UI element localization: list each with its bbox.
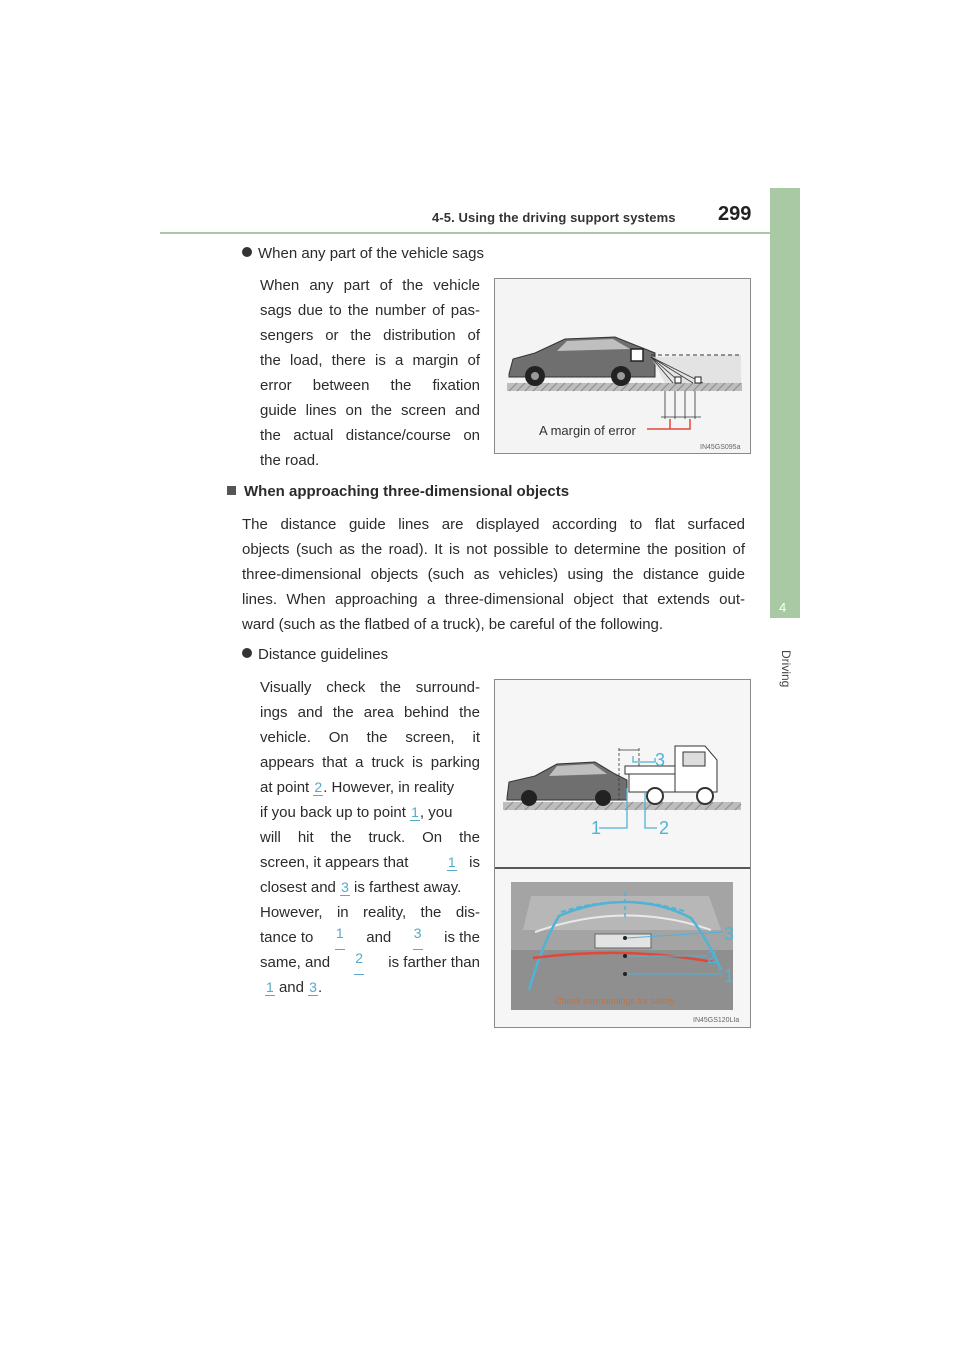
page-number: 299 — [718, 203, 752, 225]
point-1-ref: 1 — [411, 804, 419, 820]
point-2-ref: 2 — [354, 950, 364, 975]
screen-warning-text: Check surroundings for safety. — [555, 996, 677, 1006]
screen-callout-3: 3 — [724, 924, 735, 944]
point-3-ref: 3 — [341, 879, 349, 895]
sag-figure — [494, 278, 751, 454]
point-2-ref: 2 — [314, 779, 323, 795]
margin-of-error-label: A margin of error — [539, 423, 636, 438]
distance-paragraph: Visually check the surround- ings and the area behind the vehicle. On the screen, it appears that a truck is parking at point 2. However, in reality if you back up to point 1, you will hit the truck. On the screen, it appears that 1 is closest and 3 is farthest away. However, in reality, the dis- tance to 1 and 3 is the same, and 2 is farther than 1 and 3. — [260, 679, 480, 996]
chapter-tab — [770, 188, 800, 618]
point-3-ref: 3 — [309, 979, 317, 995]
truck-distance-illustration — [495, 680, 750, 1027]
figure-code: IN45GS120LIa — [693, 1017, 740, 1024]
point-1-ref: 1 — [335, 925, 345, 950]
bullet-distance-guidelines: Distance guidelines — [242, 646, 388, 663]
callout-1: 1 — [591, 818, 602, 838]
sag-paragraph: When any part of the vehicle sags due to the number of pas- sengers or the distribution of the load, there is a margin of error between the fixation guide lines on the screen and the actual distance/course on the road. — [260, 277, 480, 469]
chapter-label: Driving — [779, 650, 793, 688]
screen-callout-1: 1 — [724, 966, 735, 986]
square-bullet-icon — [227, 486, 236, 495]
distance-figure — [494, 679, 751, 1028]
callout-3: 3 — [655, 750, 666, 770]
bullet-vehicle-sags: When any part of the vehicle sags — [242, 245, 484, 262]
point-1-ref: 1 — [447, 854, 456, 870]
callout-2: 2 — [659, 818, 670, 838]
point-3-ref: 3 — [413, 925, 423, 950]
point-1-ref: 1 — [266, 979, 274, 995]
screen-callout-2: 2 — [707, 947, 718, 967]
approach-paragraph: The distance guide lines are displayed according to flat surfaced objects (such as the road). It is not possible to determine the position of three-dimensional objects (such as vehicles) using the distance guide lines. When approaching a three-dimensional object that extends out- ward (such as the flatbed of a truck), be careful of the following. — [242, 516, 745, 633]
figure-code: IN45GS095a — [700, 444, 741, 451]
bullet-dot-icon — [242, 247, 252, 257]
chapter-number: 4 — [779, 600, 787, 615]
bullet-dot-icon — [242, 648, 252, 658]
section-title: 4-5. Using the driving support systems — [432, 210, 676, 225]
header-rule — [160, 232, 772, 234]
sagging-car-illustration — [495, 279, 750, 453]
approach-heading: When approaching three-dimensional objects — [227, 483, 569, 500]
